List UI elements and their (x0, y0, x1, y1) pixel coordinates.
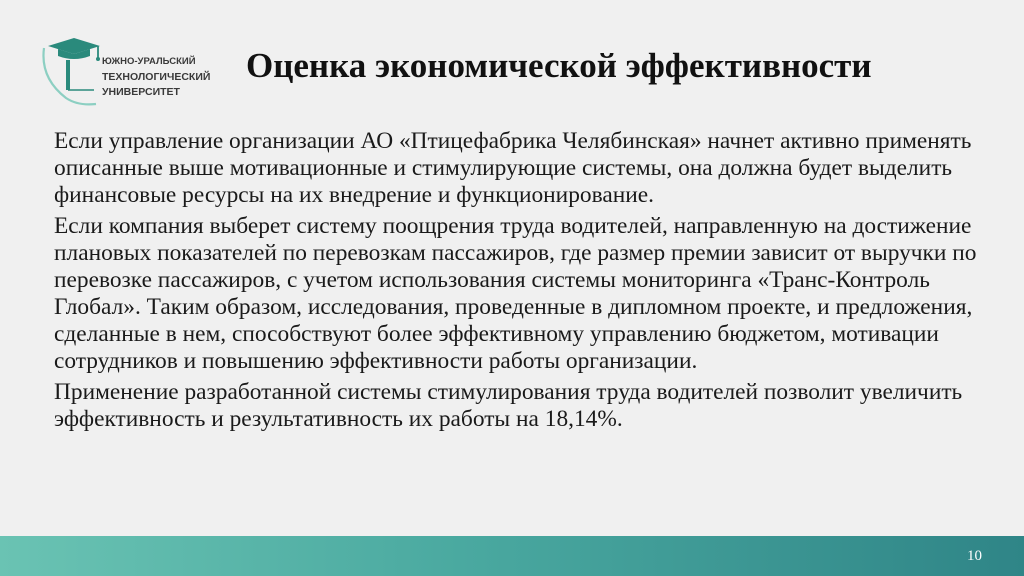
slide-title: Оценка экономической эффективности (246, 46, 872, 85)
paragraph-1: Если управление организации АО «Птицефабрика Челябинская» начнет активно применять описанные выше мотивационные и стимулирующие системы, она должна будет выделить финансовые ресурсы на их внедрение и функционирование. (54, 128, 972, 208)
paragraph-3: Применение разработанной системы стимулирования труда водителей позволит увеличить эффективность и результативность их работы на 18,14%. (54, 379, 963, 432)
university-logo (38, 34, 211, 106)
logo-text-line3: УНИВЕРСИТЕТ (102, 86, 180, 98)
paragraph-2: Если компания выберет систему поощрения труда водителей, направленную на достижение плановых показателей по перевозкам пассажиров, где размер премии зависит от выручки по перевозке пассажиров, с учетом использования системы мониторинга «Транс-Контроль Глобал». Таким образом, исследования, проведенные в дипломном проекте, и предложения, сделанные в нем, способствуют более эффективному управлению бюджетом, мотивации сотрудников и повышению эффективности работы организации. (54, 213, 977, 374)
slide-content (54, 128, 984, 433)
footer-bar (0, 536, 1024, 576)
page-number: 10 (967, 548, 982, 564)
logo-text-line2: ТЕХНОЛОГИЧЕСКИЙ (102, 71, 211, 83)
logo-text-line1: ЮЖНО-УРАЛЬСКИЙ (102, 56, 196, 67)
